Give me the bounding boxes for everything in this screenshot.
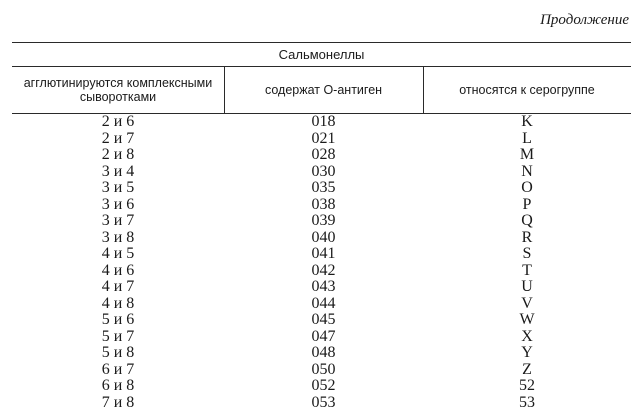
sera-cell: 5 и 6 — [101, 311, 135, 328]
table-row — [12, 362, 631, 379]
table-row — [12, 312, 631, 329]
table-body — [12, 114, 631, 411]
serogroup-cell: P — [522, 195, 532, 213]
serogroup-cell: T — [522, 261, 532, 279]
column-header-serogroup-text: относятся к серогруппе — [459, 83, 595, 97]
table-row — [12, 180, 631, 197]
o-antigen-cell: 043 — [311, 278, 336, 295]
sera-cell: 6 и 7 — [101, 360, 135, 378]
o-antigen-cell: 040 — [311, 228, 336, 246]
sera-cell: 3 и 4 — [101, 162, 135, 180]
o-antigen-cell: 052 — [311, 377, 336, 394]
column-header-serogroup — [423, 68, 631, 112]
table-row — [12, 296, 631, 313]
o-antigen-cell: 041 — [311, 245, 336, 262]
group-header-rule — [12, 66, 631, 67]
o-antigen-cell: 044 — [311, 294, 336, 312]
table-row — [12, 164, 631, 181]
column-header-o-antigen — [224, 68, 423, 112]
sera-cell: 4 и 6 — [101, 261, 135, 279]
o-antigen-cell: 045 — [311, 311, 336, 328]
o-antigen-cell: 047 — [311, 327, 336, 345]
table-row — [12, 279, 631, 296]
column-header-complex-sera — [12, 68, 224, 112]
o-antigen-cell: 053 — [311, 393, 336, 411]
o-antigen-cell: 035 — [311, 179, 336, 196]
table-row — [12, 114, 631, 131]
table-row — [12, 230, 631, 247]
sera-cell: 2 и 8 — [101, 146, 135, 163]
table-row — [12, 131, 631, 148]
sera-cell: 3 и 5 — [101, 179, 135, 196]
serogroup-cell: Z — [522, 360, 532, 378]
serogroup-cell: X — [521, 327, 533, 345]
sera-cell: 2 и 7 — [101, 129, 135, 147]
table-row — [12, 263, 631, 280]
table-row — [12, 246, 631, 263]
serogroup-cell: K — [521, 113, 533, 130]
serogroup-cell: 52 — [519, 377, 535, 394]
o-antigen-cell: 048 — [311, 344, 336, 361]
o-antigen-cell: 038 — [311, 195, 336, 213]
column-header-o-antigen-text: содержат О-антиген — [264, 83, 383, 97]
table-row — [12, 345, 631, 362]
serogroup-cell: Y — [521, 344, 533, 361]
group-header: Сальмонеллы — [278, 47, 365, 62]
serogroup-cell: U — [521, 278, 533, 295]
o-antigen-cell: 018 — [311, 113, 336, 130]
column-header-complex-sera-text: агглютинируются комплексными сыворотками — [23, 76, 213, 104]
table-top-rule — [12, 42, 631, 43]
sera-cell: 4 и 7 — [101, 278, 135, 295]
o-antigen-cell: 028 — [311, 146, 336, 163]
o-antigen-cell: 021 — [311, 129, 336, 147]
table-row — [12, 378, 631, 395]
serogroup-cell: M — [519, 146, 535, 163]
o-antigen-cell: 039 — [311, 212, 336, 229]
sera-cell: 2 и 6 — [101, 113, 135, 130]
table-row — [12, 197, 631, 214]
serogroup-cell: L — [522, 129, 532, 147]
serogroup-cell: Q — [521, 212, 533, 229]
sera-cell: 4 и 5 — [101, 245, 135, 262]
serogroup-cell: S — [522, 245, 532, 262]
o-antigen-cell: 042 — [311, 261, 336, 279]
table-row — [12, 329, 631, 346]
sera-cell: 5 и 8 — [101, 344, 135, 361]
sera-cell: 3 и 7 — [101, 212, 135, 229]
sera-cell: 5 и 7 — [101, 327, 135, 345]
serogroup-cell: R — [521, 228, 533, 246]
o-antigen-cell: 050 — [311, 360, 336, 378]
serogroup-cell: W — [519, 311, 535, 328]
serogroup-cell: O — [521, 179, 533, 196]
serogroup-cell: N — [521, 162, 533, 180]
sera-cell: 3 и 6 — [101, 195, 135, 213]
sera-cell: 6 и 8 — [101, 377, 135, 394]
sera-cell: 3 и 8 — [101, 228, 135, 246]
serogroup-cell: 53 — [519, 393, 535, 411]
continuation-label: Продолжение — [540, 12, 629, 28]
table-row — [12, 147, 631, 164]
serogroup-cell: V — [521, 294, 533, 312]
o-antigen-cell: 030 — [311, 162, 336, 180]
sera-cell: 7 и 8 — [101, 393, 135, 411]
table-row — [12, 213, 631, 230]
sera-cell: 4 и 8 — [101, 294, 135, 312]
table-row — [12, 395, 631, 411]
